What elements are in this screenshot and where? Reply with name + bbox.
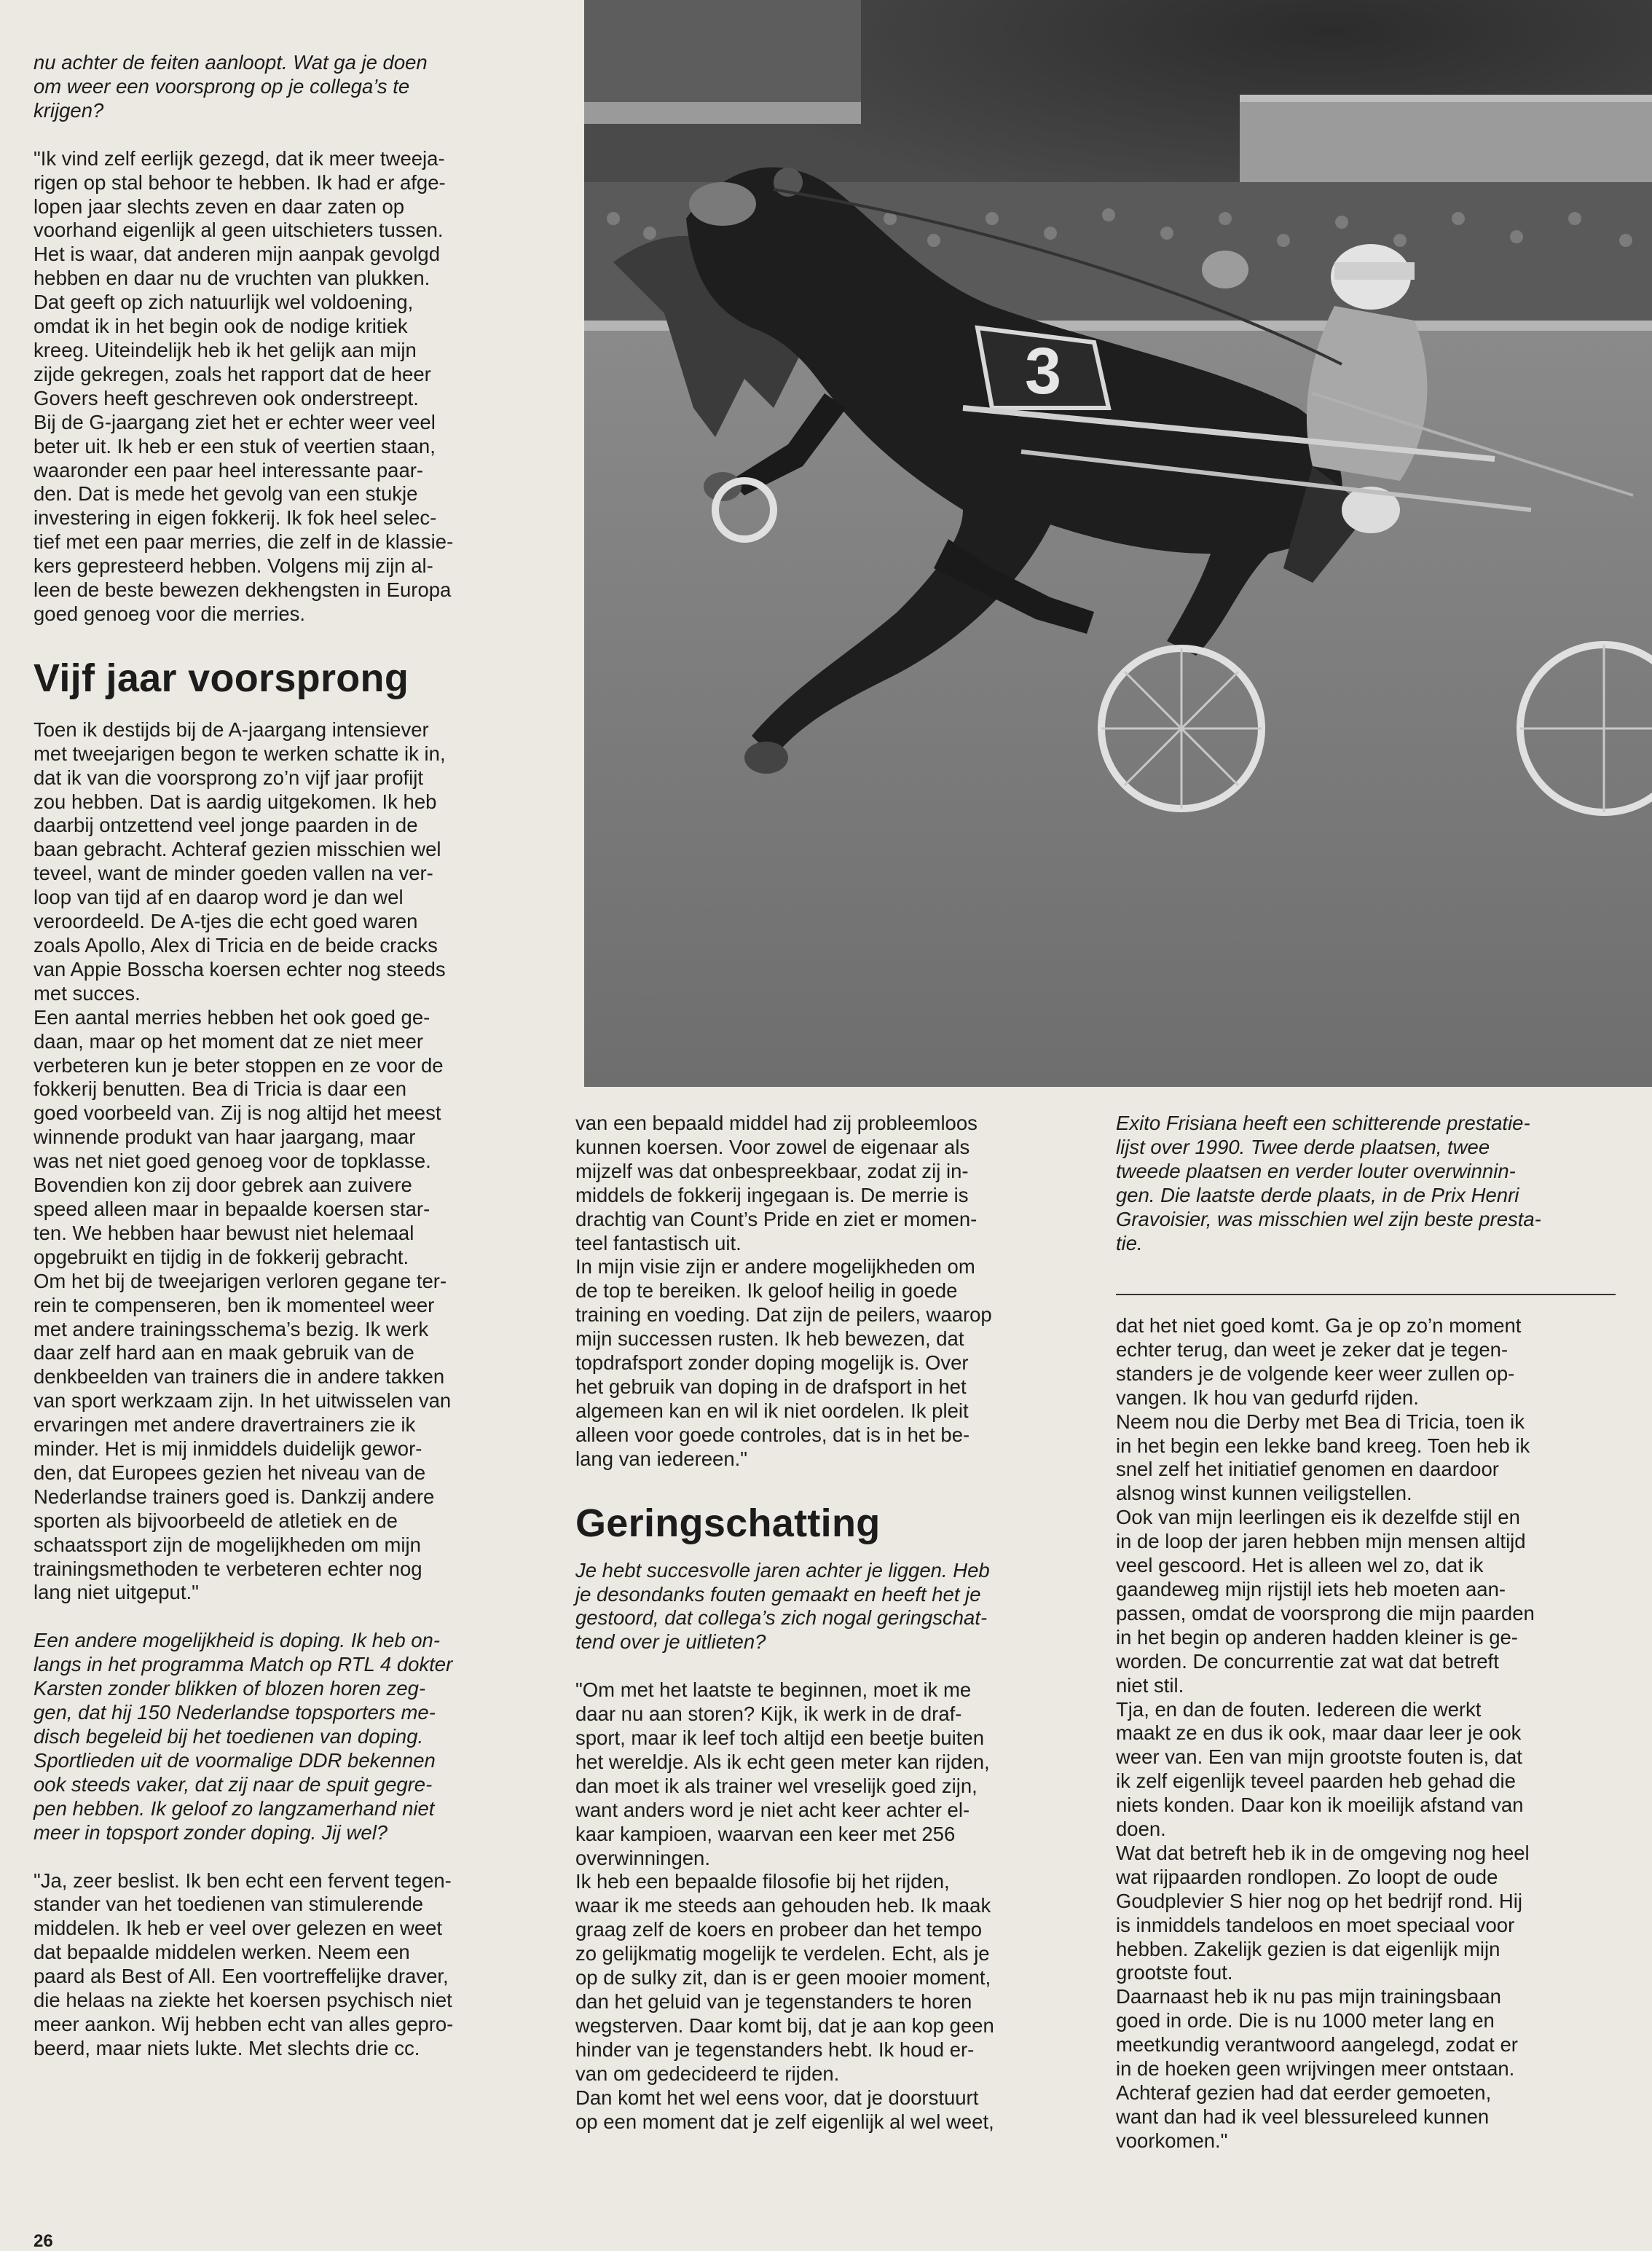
interview-answer-3: "Om met het laatste te beginnen, moet ik me daar nu aan storen? Kijk, ik werk in de draf- sport, maar ik leef toch altijd een beetje buiten het wereldje. Als ik echt geen meter kan rijden, dan moet ik als trainer wel vreselijk goed zijn, want anders word je niet acht keer achter el- kaar kampioen, waarvan een keer met 256 overwinningen. Ik heb een bepaalde filosofie bij het rijden, waar ik me steeds aan gehouden heb. Ik maak graag zelf de koers en probeer dan het tempo zo gelijkmatig mogelijk te verdelen. Echt, als je op de sulky zit, dan is er geen mooier moment, dan het geluid van je tegenstanders te horen wegsterven. Daar komt bij, dat je aan kop geen hinder van je tegenstanders hebt. Ik houd er- van om gedecideerd te rijden. Dan komt het wel eens voor, dat je doorstuurt op een moment dat je zelf eigenlijk al wel weet,: [575, 1678, 994, 2133]
bib-number: 3: [1024, 335, 1062, 408]
interview-answer-2-continued: van een bepaald middel had zij probleemloos kunnen koersen. Voor zowel de eigenaar als mijzelf was dat onbespreekbaar, zodat zij in- middels de fokkerij ingegaan is. De merrie is drachtig van Count’s Pride en ziet er momen- teel fantastisch uit. In mijn visie zijn er andere mogelijkheden om de top te bereiken. Ik geloof heilig in goede training en voeding. Dat zijn de peilers, waarop mijn successen rusten. Ik heb bewezen, dat topdrafsport zonder doping mogelijk is. Over het gebruik van doping in de drafsport in het algemeen kan en wil ik niet oordelen. Ik pleit alleen voor goede controles, dat is in het be- lang van iedereen.": [575, 1112, 992, 1470]
photo-caption-text: Exito Frisiana heeft een schitterende prestatie- lijst over 1990. Twee derde plaatsen, twee tweede plaatsen en verder louter overwinnin- gen. Die laatste derde plaats, in de Prix Henri Gravoisier, was misschien wel zijn beste presta- tie.: [1116, 1112, 1541, 1254]
harness-racing-photo: [584, 0, 1652, 1087]
interview-answer-2: "Ja, zeer beslist. Ik ben echt een fervent tegen- stander van het toedienen van stimulerende middelen. Ik heb er veel over gelezen en weet dat bepaalde middelen werken. Neem een paard als Best of All. Een voortreffelijke draver, die helaas na ziekte het koersen psychisch niet meer aankon. Wij hebben echt van alles gepro- beerd, maar niets lukte. Met slechts drie cc.: [34, 1869, 454, 2059]
column-1: [34, 51, 533, 2061]
section-heading-vijf-jaar-voorsprong: Vijf jaar voorsprong: [34, 656, 409, 700]
interview-answer-3-continued: dat het niet goed komt. Ga je op zo’n moment echter terug, dan weet je zeker dat je tegen- standers je de volgende keer weer zullen op- vangen. Ik hou van gedurfd rijden. Neem nou die Derby met Bea di Tricia, toen ik in het begin een lekke band kreeg. Toen heb ik snel zelf het initiatief genomen en daardoor alsnog winst kunnen veiligstellen. Ook van mijn leerlingen eis ik dezelfde stijl en in de loop der jaren hebben mijn mensen altijd veel gescoord. Het is alleen wel zo, dat ik gaandeweg mijn rijstijl iets heb moeten aan- passen, omdat de voorsprong die mijn paarden in het begin op anderen hadden kleiner is ge- worden. De concurrentie zat wat dat betreft niet stil. Tja, en dan de fouten. Iedereen die werkt maakt ze en dus ik ook, maar daar leer je ook weer van. Een van mijn grootste fouten is, dat ik zelf eigenlijk teveel paarden heb gehad die niets konden. Daar kon ik moeilijk afstand van doen. Wat dat betreft heb ik in de omgeving nog heel wat rijpaarden rondlopen. Zo loopt de oude Goudplevier S hier nog op het bedrijf rond. Hij is inmiddels tandeloos en moet speciaal voor hebben. Zakelijk gezien is dat eigenlijk mijn grootste fout. Daarnaast heb ik nu pas mijn trainingsbaan goed in orde. Die is nu 1000 meter lang en meetkundig verantwoord aangelegd, zodat er in de hoeken geen wrijvingen meer ontstaan. Achteraf gezien had dat eerder gemoeten, want dan had ik veel blessureleed kunnen voorkomen.": [1116, 1314, 1535, 2152]
interview-question-1: nu achter de feiten aanloopt. Wat ga je doen om weer een voorsprong op je collega’s te krijgen?: [34, 51, 428, 122]
section-body-vijf-jaar-voorsprong: Toen ik destijds bij de A-jaargang intensiever met tweejarigen begon te werken schatte ik in, dat ik van die voorsprong zo’n vijf jaar profijt zou hebben. Dat is aardig uitgekomen. Ik heb daarbij ontzettend veel jonge paarden in de baan gebracht. Achteraf gezien misschien wel teveel, want de minder goeden vallen na ver- loop van tijd af en daarop word je dan wel veroordeeld. De A-tjes die echt goed waren zoals Apollo, Alex di Tricia en de beide cracks van Appie Bosscha koersen echter nog steeds met succes. Een aantal merries hebben het ook goed ge- daan, maar op het moment dat ze niet meer verbeteren kun je beter stoppen en ze voor de fokkerij benutten. Bea di Tricia is daar een goed voorbeeld van. Zij is nog altijd het meest winnende produkt van haar jaargang, maar was net niet goed genoeg voor de topklasse. Bovendien kon zij door gebrek aan zuivere speed alleen maar in bepaalde koersen star- ten. We hebben haar bewust niet helemaal opgebruikt en tijdig in de fokkerij gebracht. Om het bij de tweejarigen verloren gegane ter- rein te compenseren, ben ik momenteel weer met andere trainingsschema’s bezig. Ik werk daar zelf hard aan en maak gebruik van de denkbeelden van trainers die in andere takken van sport werkzaam zijn. In het uitwisselen van ervaringen met andere dravertrainers zie ik minder. Het is mij inmiddels duidelijk gewor- den, dat Europees gezien het niveau van de Nederlandse trainers goed is. Dankzij andere sporten als bijvoorbeeld de atletiek en de schaatssport zijn de mogelijkheden om mijn trainingsmethoden te verbeteren echter nog lang niet uitgeput.": [34, 718, 452, 1604]
page-number: 26: [34, 2231, 53, 2251]
interview-question-3: Je hebt succesvolle jaren achter je liggen. Heb je desondanks fouten gemaakt en heeft het je gestoord, dat collega’s zich nogal geringschat- tend over je uitlieten?: [575, 1558, 990, 1654]
interview-answer-1: "Ik vind zelf eerlijk gezegd, dat ik meer tweeja- rigen op stal behoor te hebben. Ik had er afge- lopen jaar slechts zeven en daar zaten op voorhand eigenlijk al geen uitschieters tussen. Het is waar, dat anderen mijn aanpak gevolgd hebben en daar nu de vruchten van plukken. Dat geeft op zich natuurlijk wel voldoening, omdat ik in het begin ook de nodige kritiek kreeg. Uiteindelijk heb ik het gelijk aan mijn zijde gekregen, zoals het rapport dat de heer Govers heeft geschreven ook onderstreept. Bij de G-jaargang ziet het er echter weer veel beter uit. Ik heb er een stuk of veertien staan, waaronder een paar heel interessante paar- den. Dat is mede het gevolg van een stukje investering in eigen fokkerij. Ik fok heel selec- tief met een paar merries, die zelf in de klassie- kers gepresteerd hebben. Volgens mij zijn al- leen de beste bewezen dekhengsten in Europa goed genoeg voor die merries.: [34, 146, 454, 625]
interview-question-2: Een andere mogelijkheid is doping. Ik heb on- langs in het programma Match op RTL 4 dokter Karsten zonder blikken of blozen horen zeg- gen, dat hij 150 Nederlandse topsporters me- disch begeleid bij het toedienen van doping. Sportlieden uit de voormalige DDR bekennen ook steeds vaker, dat zij naar de spuit gegre- pen hebben. Ik geloof zo langzamerhand niet meer in topsport zonder doping. Jij wel?: [34, 1629, 453, 1844]
photo-caption: [1116, 1112, 1611, 1255]
saddle-cloth: [978, 328, 1109, 408]
section-heading-geringschatting: Geringschatting: [575, 1501, 881, 1545]
column-2: [575, 1112, 1075, 2134]
column-3: [1116, 1314, 1616, 2153]
photo-illustration: [584, 0, 1652, 1087]
caption-divider: [1116, 1294, 1616, 1295]
